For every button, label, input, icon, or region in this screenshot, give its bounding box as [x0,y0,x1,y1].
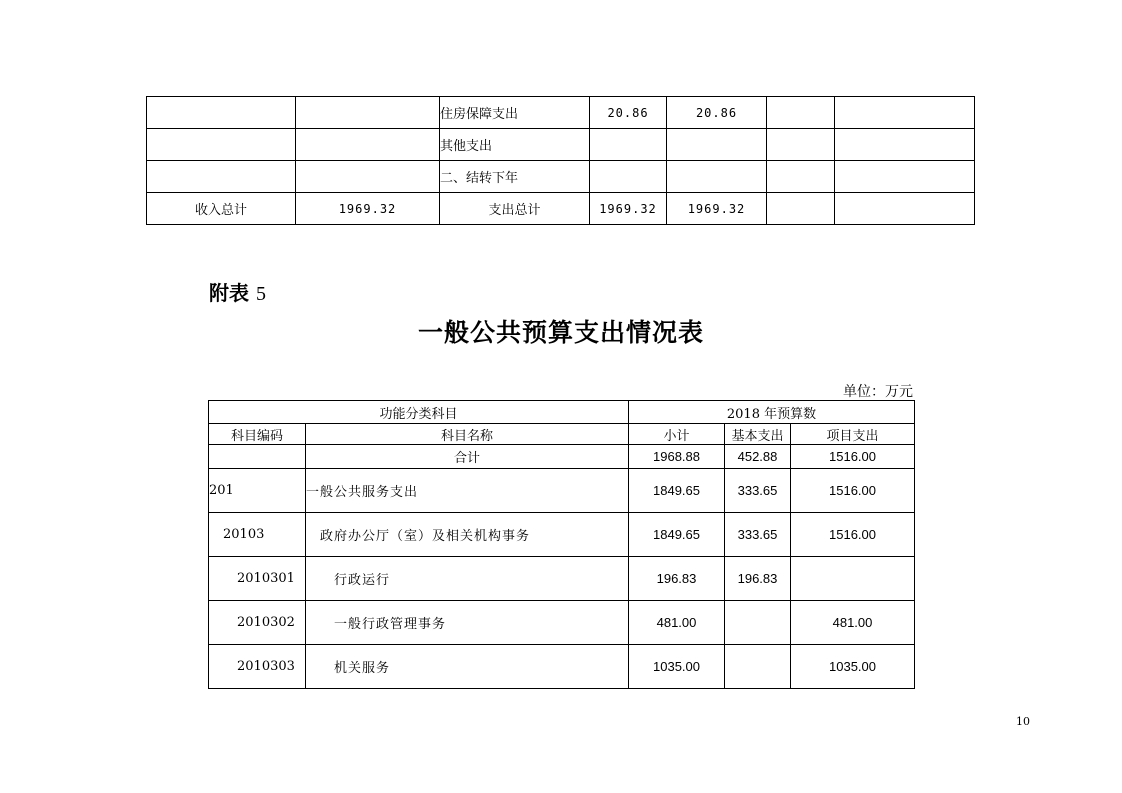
name-cell: 政府办公厅（室）及相关机构事务 [306,513,629,557]
table-row [209,469,915,513]
subtotal-cell: 1849.65 [629,469,725,513]
table-cell [667,161,767,193]
code-cell: 2010301 [209,557,306,601]
table-cell [835,193,975,225]
table-cell: 住房保障支出 [440,97,590,129]
header-budget-group: 2018 年预算数 [629,401,915,424]
table-row [147,193,975,225]
project-cell: 1516.00 [791,469,915,513]
total-project: 1516.00 [791,445,915,469]
table-cell [296,129,440,161]
name-cell: 机关服务 [306,645,629,689]
table-cell [147,97,296,129]
attachment-label-text: 附表 [209,281,249,305]
code-cell: 201 [209,469,306,513]
table-row [209,645,915,689]
attachment-label [209,277,266,306]
table-cell [667,129,767,161]
table-cell [209,445,306,469]
table-row [147,161,975,193]
basic-cell: 333.65 [725,513,791,557]
total-basic: 452.88 [725,445,791,469]
project-cell: 481.00 [791,601,915,645]
name-cell: 一般行政管理事务 [306,601,629,645]
table-cell: 1969.32 [667,193,767,225]
table-cell [590,161,667,193]
table-cell [767,97,835,129]
header-basic: 基本支出 [725,424,791,445]
code-cell: 2010302 [209,601,306,645]
table-cell [590,129,667,161]
table-cell: 1969.32 [590,193,667,225]
income-expense-table [146,96,975,225]
header-code: 科目编码 [209,424,306,445]
table-cell [835,129,975,161]
project-cell: 1516.00 [791,513,915,557]
table-cell [147,161,296,193]
subtotal-cell: 1849.65 [629,513,725,557]
header-functional-group: 功能分类科目 [209,401,629,424]
table-cell [767,129,835,161]
total-subtotal: 1968.88 [629,445,725,469]
subtotal-cell: 481.00 [629,601,725,645]
name-cell: 行政运行 [306,557,629,601]
table-row [147,129,975,161]
budget-expense-table [208,400,915,689]
table-cell: 20.86 [590,97,667,129]
table-cell [147,129,296,161]
table-cell [835,161,975,193]
table-row [209,513,915,557]
table-cell [296,161,440,193]
name-cell: 一般公共服务支出 [306,469,629,513]
basic-cell [725,645,791,689]
basic-cell: 333.65 [725,469,791,513]
header-project: 项目支出 [791,424,915,445]
table-cell: 20.86 [667,97,767,129]
table-header-row [209,424,915,445]
table-cell: 二、结转下年 [440,161,590,193]
project-cell: 1035.00 [791,645,915,689]
table-row-total [209,445,915,469]
table-cell [296,97,440,129]
subtotal-cell: 1035.00 [629,645,725,689]
basic-cell [725,601,791,645]
project-cell [791,557,915,601]
table-cell [835,97,975,129]
header-subtotal: 小计 [629,424,725,445]
page-number: 10 [1016,715,1030,728]
attachment-number: 5 [255,283,266,305]
table-cell: 1969.32 [296,193,440,225]
code-cell: 2010303 [209,645,306,689]
table-row [147,97,975,129]
page-title: 一般公共预算支出情况表 [417,318,704,347]
table-header-row [209,401,915,424]
table-row [209,557,915,601]
table-cell [767,161,835,193]
code-cell: 20103 [209,513,306,557]
table-cell: 支出总计 [440,193,590,225]
header-name: 科目名称 [306,424,629,445]
table-cell: 收入总计 [147,193,296,225]
basic-cell: 196.83 [725,557,791,601]
table-row [209,601,915,645]
total-label: 合计 [306,445,629,469]
table-cell [767,193,835,225]
unit-label: 单位：万元 [843,384,913,400]
table-cell: 其他支出 [440,129,590,161]
subtotal-cell: 196.83 [629,557,725,601]
